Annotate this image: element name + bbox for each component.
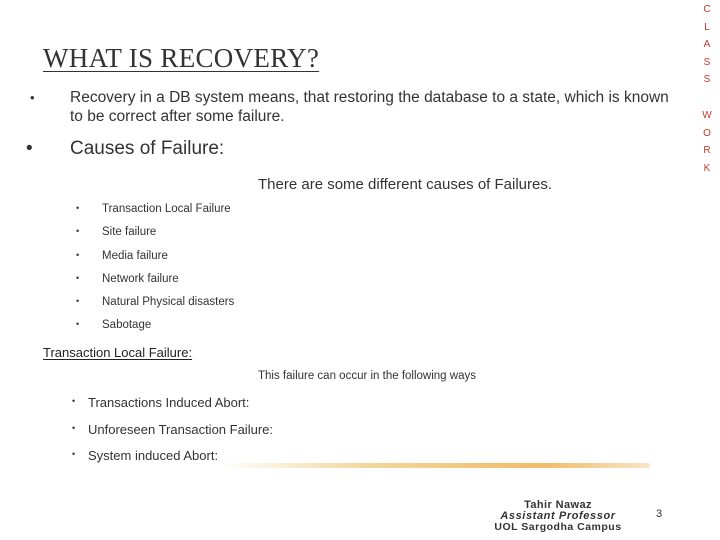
list-item-text: Unforeseen Transaction Failure: — [88, 421, 273, 437]
side-letter: A — [703, 39, 711, 50]
author-title: Assistant Professor — [500, 510, 616, 522]
side-text-work — [700, 107, 714, 177]
list-item-text: Transaction Local Failure — [102, 203, 231, 215]
slide-title: WHAT IS RECOVERY? — [43, 43, 320, 73]
side-letter: L — [704, 21, 710, 33]
bullet-icon: • — [76, 272, 80, 283]
bullet-icon: • — [72, 449, 76, 459]
side-letter: W — [702, 110, 712, 121]
list-item-text: Site failure — [102, 226, 157, 239]
list-item-text: Sabotage — [102, 319, 152, 332]
author-name: Tahir Nawaz — [524, 499, 592, 511]
list-item-text: Media failure — [102, 249, 168, 262]
side-text-class — [700, 1, 714, 89]
section-heading: Transaction Local Failure: — [43, 345, 193, 360]
list-item-text: Natural Physical disasters — [102, 296, 235, 309]
author-campus: UOL Sargodha Campus — [494, 521, 622, 533]
bullet-icon: • — [72, 396, 76, 406]
bullet-icon: • — [26, 138, 33, 159]
list-item-text: System induced Abort: — [88, 448, 219, 463]
section-intro-text: This failure can occur in the following ways — [258, 370, 476, 382]
list-item-text: Network failure — [102, 272, 179, 285]
side-letter: R — [703, 145, 711, 156]
bullet-icon: • — [76, 249, 80, 260]
side-letter: K — [703, 162, 711, 174]
bullet-text: Recovery in a DB system means, that restoring the database to a state, which is known to be correct after some failure. — [70, 89, 669, 125]
bullet-text: Causes of Failure: — [70, 138, 225, 159]
bullet-icon: • — [76, 226, 80, 237]
side-letter: S — [703, 74, 711, 85]
bullet-icon: • — [76, 296, 80, 307]
page-number: 3 — [656, 508, 663, 520]
bullet-icon: • — [76, 203, 80, 213]
side-letter: C — [703, 4, 711, 15]
list-item-text: Transactions Induced Abort: — [88, 395, 250, 410]
decorative-accent-line — [220, 463, 650, 468]
causes-intro-text: There are some different causes of Failures. — [258, 176, 553, 193]
side-letter: S — [703, 56, 711, 68]
bullet-icon: • — [76, 319, 80, 330]
side-letter: O — [703, 127, 711, 139]
bullet-icon: • — [30, 90, 35, 105]
bullet-icon: • — [72, 422, 76, 433]
author-signature — [478, 500, 638, 533]
